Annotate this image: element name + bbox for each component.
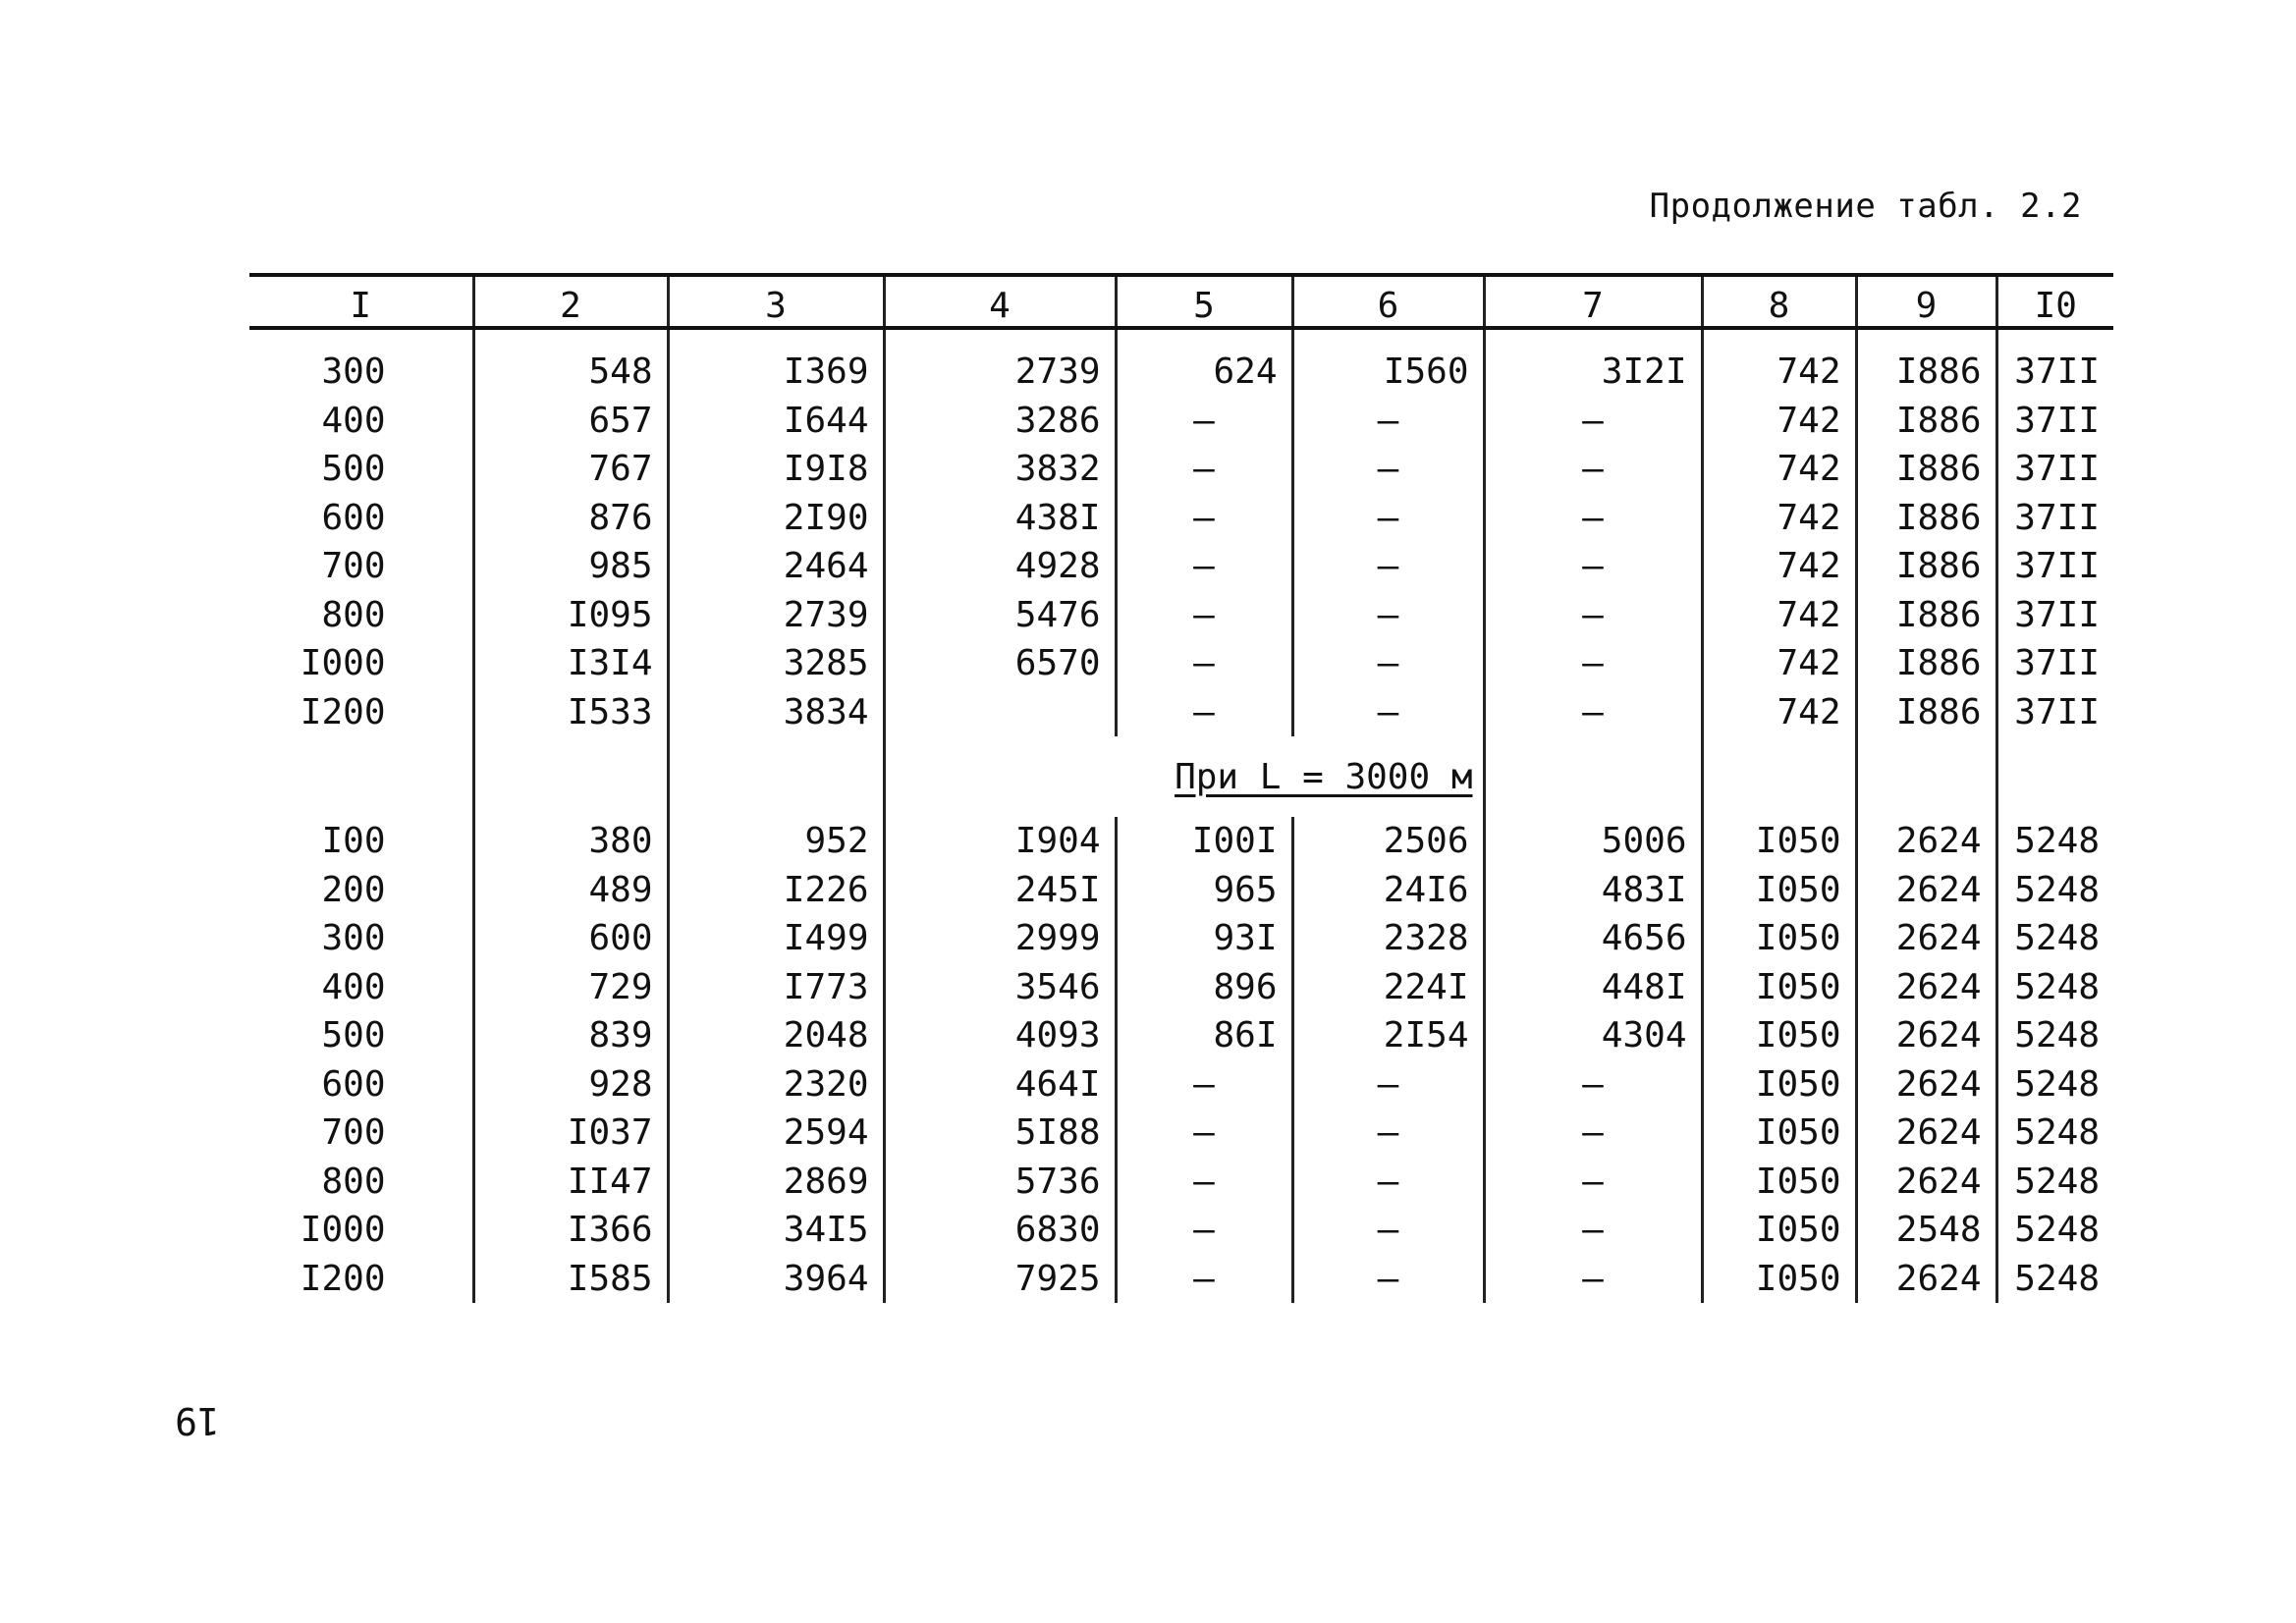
table-cell: 2624 xyxy=(1856,1011,1996,1060)
table-cell: 624 xyxy=(1116,328,1292,397)
table-cell: I366 xyxy=(473,1206,668,1255)
table-cell: I499 xyxy=(668,914,884,963)
table-cell: – xyxy=(1484,591,1702,640)
table-cell: 600 xyxy=(321,497,386,538)
table-cell: 5248 xyxy=(1996,1255,2113,1304)
table-cell: 965 xyxy=(1116,866,1292,915)
table-cell: 2624 xyxy=(1856,817,1996,866)
table-cell: 2624 xyxy=(1856,1255,1996,1304)
table-cell: 483I xyxy=(1484,866,1702,915)
data-table xyxy=(249,273,2113,1303)
table-cell: 742 xyxy=(1702,688,1856,737)
table-cell: I050 xyxy=(1702,1255,1856,1304)
table-cell: I886 xyxy=(1856,688,1996,737)
table-cell: 5248 xyxy=(1996,914,2113,963)
table-cell: I200 xyxy=(300,691,386,732)
table-cell: 500 xyxy=(321,449,386,490)
table-cell: 6570 xyxy=(884,639,1116,688)
table-cell: 3286 xyxy=(884,397,1116,446)
table-cell: 224I xyxy=(1292,963,1484,1012)
table-cell: I886 xyxy=(1856,445,1996,494)
table-cell: 489 xyxy=(473,866,668,915)
table-cell: 2464 xyxy=(668,542,884,591)
table-cell: 742 xyxy=(1702,445,1856,494)
table-row xyxy=(249,914,2113,963)
table-cell: – xyxy=(1292,494,1484,543)
table-cell: 93I xyxy=(1116,914,1292,963)
section-cell xyxy=(668,736,884,817)
section-cell xyxy=(1702,736,1856,817)
table-cell: 548 xyxy=(473,328,668,397)
table-cell: 600 xyxy=(473,914,668,963)
table-cell: 4928 xyxy=(884,542,1116,591)
table-cell: 4304 xyxy=(1484,1011,1702,1060)
table-cell: – xyxy=(1116,639,1292,688)
table-cell: 34I5 xyxy=(668,1206,884,1255)
table-cell: 2548 xyxy=(1856,1206,1996,1255)
table-cell: 448I xyxy=(1484,963,1702,1012)
table-row xyxy=(249,328,2113,397)
table-cell: 3I2I xyxy=(1484,328,1702,397)
table-cell: 928 xyxy=(473,1060,668,1109)
table-cell: 37II xyxy=(1996,494,2113,543)
table-cell: I000 xyxy=(300,1210,386,1251)
table-row xyxy=(249,817,2113,866)
table-cell: I886 xyxy=(1856,397,1996,446)
table-cell: – xyxy=(1116,397,1292,446)
table-cell: I00 xyxy=(321,821,386,862)
table-cell: – xyxy=(1292,591,1484,640)
table-cell: 464I xyxy=(884,1060,1116,1109)
table-cell: 2624 xyxy=(1856,1060,1996,1109)
table-row xyxy=(249,1255,2113,1304)
table-cell: 3832 xyxy=(884,445,1116,494)
table-cell: 5248 xyxy=(1996,963,2113,1012)
table-cell: 742 xyxy=(1702,542,1856,591)
table-cell: I773 xyxy=(668,963,884,1012)
table-cell: 2624 xyxy=(1856,1109,1996,1158)
table-cell: I050 xyxy=(1702,817,1856,866)
table-cell: 2869 xyxy=(668,1158,884,1207)
table-cell: 657 xyxy=(473,397,668,446)
table-cell: – xyxy=(1116,1206,1292,1255)
table-row xyxy=(249,1060,2113,1109)
column-header: I xyxy=(249,275,473,328)
table-cell: 767 xyxy=(473,445,668,494)
table-cell: 2739 xyxy=(668,591,884,640)
table-cell: – xyxy=(1484,445,1702,494)
table-cell: – xyxy=(1116,542,1292,591)
table-cell: – xyxy=(1292,688,1484,737)
table-cell: – xyxy=(1484,494,1702,543)
table-cell: I3I4 xyxy=(473,639,668,688)
table-cell: I886 xyxy=(1856,328,1996,397)
column-header: 3 xyxy=(668,275,884,328)
table-cell: 2048 xyxy=(668,1011,884,1060)
table-cell: I050 xyxy=(1702,1206,1856,1255)
column-header: 7 xyxy=(1484,275,1702,328)
table-row xyxy=(249,866,2113,915)
table-cell: I533 xyxy=(473,688,668,737)
table-cell: I886 xyxy=(1856,639,1996,688)
table-cell: 742 xyxy=(1702,494,1856,543)
table-cell: 37II xyxy=(1996,688,2113,737)
table-cell: I226 xyxy=(668,866,884,915)
section-cell xyxy=(1996,736,2113,817)
table-cell: 5248 xyxy=(1996,866,2113,915)
table-row xyxy=(249,1206,2113,1255)
table-cell: 985 xyxy=(473,542,668,591)
table-cell: 5006 xyxy=(1484,817,1702,866)
table-cell: 37II xyxy=(1996,542,2113,591)
table-cell: I050 xyxy=(1702,1011,1856,1060)
table-cell: 729 xyxy=(473,963,668,1012)
table-cell: 5I88 xyxy=(884,1109,1116,1158)
table-cell: 5476 xyxy=(884,591,1116,640)
table-cell: – xyxy=(1292,542,1484,591)
section-cell xyxy=(473,736,668,817)
table-cell: 2506 xyxy=(1292,817,1484,866)
table-cell: 2I90 xyxy=(668,494,884,543)
table-cell: 800 xyxy=(321,594,386,635)
table-cell: – xyxy=(1484,639,1702,688)
table-cell: 3546 xyxy=(884,963,1116,1012)
table-row xyxy=(249,542,2113,591)
table-cell: – xyxy=(1484,397,1702,446)
table-row xyxy=(249,591,2113,640)
table-row xyxy=(249,397,2113,446)
table-cell: – xyxy=(1116,1255,1292,1304)
column-header: 6 xyxy=(1292,275,1484,328)
table-cell: – xyxy=(1116,494,1292,543)
table-cell: 2999 xyxy=(884,914,1116,963)
table-cell: 200 xyxy=(321,869,386,910)
table-cell: – xyxy=(1292,1255,1484,1304)
table-cell: – xyxy=(1484,1255,1702,1304)
table-cell: 700 xyxy=(321,1112,386,1154)
table-cell: I095 xyxy=(473,591,668,640)
table-cell: 3964 xyxy=(668,1255,884,1304)
table-cell: 896 xyxy=(1116,963,1292,1012)
table-cell: – xyxy=(1484,542,1702,591)
table-cell: – xyxy=(1116,445,1292,494)
table-cell: 5736 xyxy=(884,1158,1116,1207)
table-cell: II47 xyxy=(473,1158,668,1207)
section-cell xyxy=(249,736,473,817)
table-cell: 37II xyxy=(1996,397,2113,446)
table-cell: I886 xyxy=(1856,542,1996,591)
table-row xyxy=(249,1158,2113,1207)
section-row xyxy=(249,736,2113,817)
table-cell: 245I xyxy=(884,866,1116,915)
table-cell: I904 xyxy=(884,817,1116,866)
table-cell: – xyxy=(1484,688,1702,737)
table-cell: 700 xyxy=(321,546,386,587)
table-cell: 742 xyxy=(1702,639,1856,688)
table-cell: – xyxy=(1292,397,1484,446)
table-cell: – xyxy=(1292,1060,1484,1109)
table-cell: 7925 xyxy=(884,1255,1116,1304)
table-cell: 438I xyxy=(884,494,1116,543)
table-caption: Продолжение табл. 2.2 xyxy=(1649,187,2082,226)
table-cell: 37II xyxy=(1996,445,2113,494)
table-row xyxy=(249,1109,2113,1158)
column-header: 9 xyxy=(1856,275,1996,328)
table-cell: 800 xyxy=(321,1161,386,1202)
table-cell: I050 xyxy=(1702,866,1856,915)
table-cell: I585 xyxy=(473,1255,668,1304)
table-cell: – xyxy=(1292,639,1484,688)
table-cell: 2624 xyxy=(1856,963,1996,1012)
table-cell: 5248 xyxy=(1996,817,2113,866)
table-cell: 4656 xyxy=(1484,914,1702,963)
table-cell: 2624 xyxy=(1856,866,1996,915)
table-cell: 300 xyxy=(321,918,386,959)
table-cell: I050 xyxy=(1702,1060,1856,1109)
table-cell: I644 xyxy=(668,397,884,446)
table-cell: – xyxy=(1116,1109,1292,1158)
table-cell: – xyxy=(1116,1158,1292,1207)
table-cell: – xyxy=(1484,1060,1702,1109)
data-table-wrapper xyxy=(249,273,2113,1303)
section-cell xyxy=(1484,736,1702,817)
table-cell: 37II xyxy=(1996,639,2113,688)
table-cell: I00I xyxy=(1116,817,1292,866)
table-cell: I9I8 xyxy=(668,445,884,494)
column-header: 5 xyxy=(1116,275,1292,328)
table-cell: 952 xyxy=(668,817,884,866)
header-row xyxy=(249,275,2113,328)
column-header: 4 xyxy=(884,275,1116,328)
table-cell: – xyxy=(1292,1109,1484,1158)
table-cell: I050 xyxy=(1702,1158,1856,1207)
column-header: I0 xyxy=(1996,275,2113,328)
table-cell: 24I6 xyxy=(1292,866,1484,915)
table-cell: I369 xyxy=(668,328,884,397)
table-cell: 5248 xyxy=(1996,1206,2113,1255)
table-cell: 37II xyxy=(1996,328,2113,397)
table-cell: 2320 xyxy=(668,1060,884,1109)
table-body xyxy=(249,328,2113,1303)
table-cell: – xyxy=(1292,1158,1484,1207)
table-row xyxy=(249,1011,2113,1060)
table-cell: 742 xyxy=(1702,328,1856,397)
table-cell: I200 xyxy=(300,1258,386,1299)
table-cell: 3285 xyxy=(668,639,884,688)
table-cell: I050 xyxy=(1702,1109,1856,1158)
table-cell: 86I xyxy=(1116,1011,1292,1060)
table-cell: 400 xyxy=(321,400,386,441)
table-cell: I560 xyxy=(1292,328,1484,397)
table-cell: – xyxy=(1116,591,1292,640)
table-cell: 742 xyxy=(1702,591,1856,640)
table-cell: 4093 xyxy=(884,1011,1116,1060)
table-cell: 2624 xyxy=(1856,914,1996,963)
table-cell: 500 xyxy=(321,1015,386,1056)
table-cell: 600 xyxy=(321,1063,386,1105)
table-header xyxy=(249,275,2113,328)
table-cell: 3834 xyxy=(668,688,884,737)
table-cell: 2594 xyxy=(668,1109,884,1158)
table-cell: – xyxy=(1484,1158,1702,1207)
table-cell: 300 xyxy=(321,352,386,393)
table-cell: 2624 xyxy=(1856,1158,1996,1207)
table-row xyxy=(249,445,2113,494)
table-cell: 37II xyxy=(1996,591,2113,640)
table-cell: 5248 xyxy=(1996,1109,2113,1158)
table-cell: 380 xyxy=(473,817,668,866)
table-cell: 5248 xyxy=(1996,1060,2113,1109)
table-row xyxy=(249,688,2113,737)
section-cell xyxy=(884,736,1484,817)
section-label: При L = 3000 м xyxy=(1175,756,1473,797)
table-cell xyxy=(884,688,1116,737)
table-cell: – xyxy=(1484,1109,1702,1158)
table-cell: – xyxy=(1484,1206,1702,1255)
table-cell: 5248 xyxy=(1996,1011,2113,1060)
table-cell: I050 xyxy=(1702,963,1856,1012)
column-header: 2 xyxy=(473,275,668,328)
table-cell: 2I54 xyxy=(1292,1011,1484,1060)
table-cell: 5248 xyxy=(1996,1158,2113,1207)
table-cell: – xyxy=(1292,1206,1484,1255)
table-cell: I886 xyxy=(1856,591,1996,640)
table-cell: 2739 xyxy=(884,328,1116,397)
table-row xyxy=(249,639,2113,688)
table-cell: I000 xyxy=(300,643,386,684)
table-cell: I050 xyxy=(1702,914,1856,963)
table-cell: – xyxy=(1292,445,1484,494)
column-header: 8 xyxy=(1702,275,1856,328)
table-cell: 6830 xyxy=(884,1206,1116,1255)
section-cell xyxy=(1856,736,1996,817)
table-cell: 876 xyxy=(473,494,668,543)
table-cell: I886 xyxy=(1856,494,1996,543)
table-cell: 839 xyxy=(473,1011,668,1060)
table-cell: – xyxy=(1116,1060,1292,1109)
table-cell: 2328 xyxy=(1292,914,1484,963)
table-row xyxy=(249,494,2113,543)
table-cell: 400 xyxy=(321,966,386,1007)
table-cell: I037 xyxy=(473,1109,668,1158)
table-cell: – xyxy=(1116,688,1292,737)
page-number: 19 xyxy=(175,1399,220,1442)
table-row xyxy=(249,963,2113,1012)
table-cell: 742 xyxy=(1702,397,1856,446)
